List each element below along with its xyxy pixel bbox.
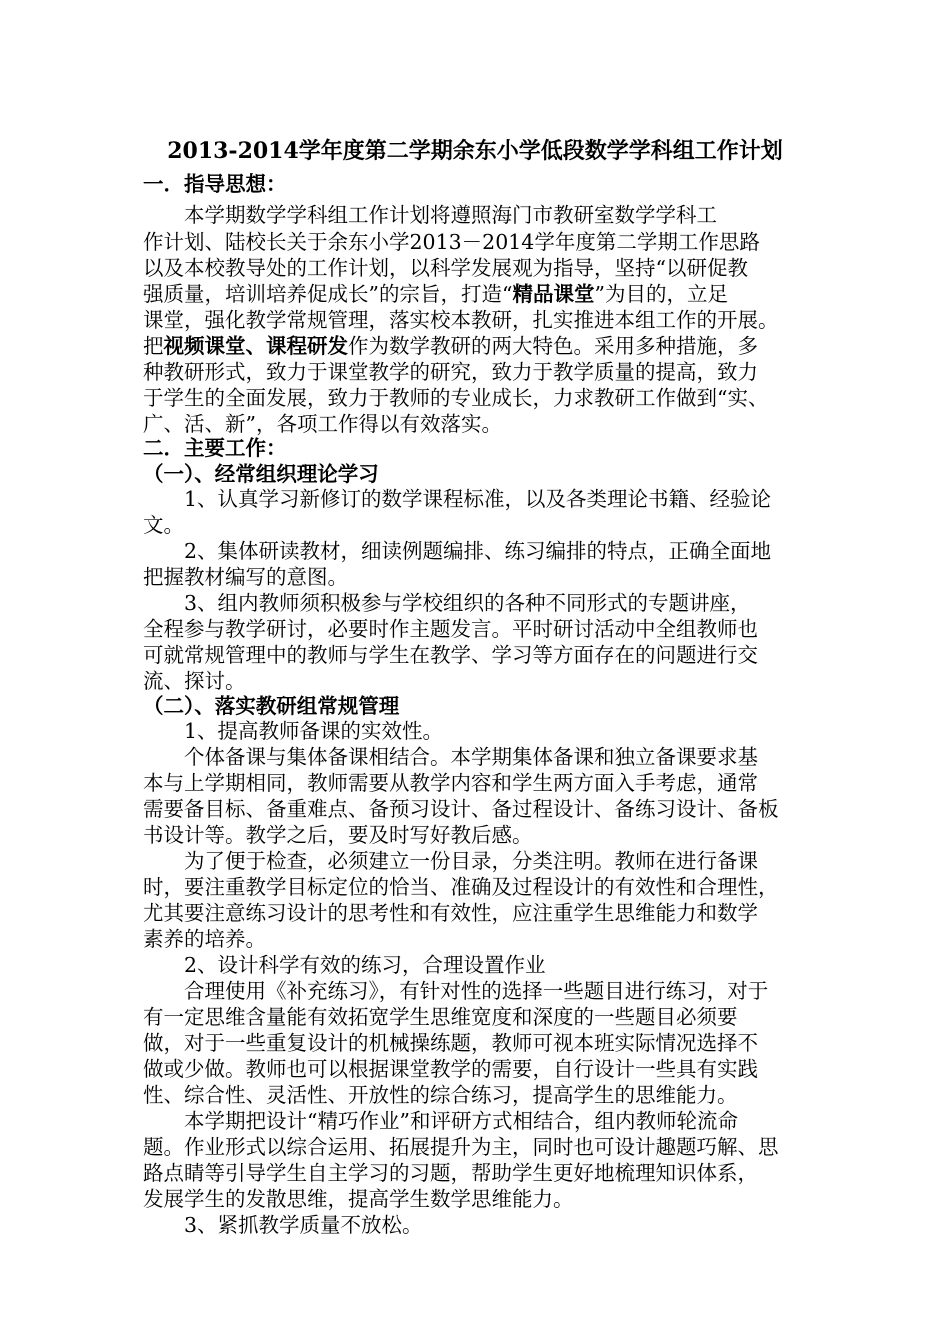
paragraph-line	[143, 334, 758, 358]
paragraph-line: 题。作业形式以综合运用、拓展提升为主，同时也可设计趣题巧解、思	[143, 1135, 779, 1159]
subsection-heading-routine-management: （二）、落实教研组常规管理	[143, 694, 400, 718]
paragraph-line: 本学期数学学科组工作计划将遵照海门市教研室数学学科工	[143, 203, 717, 227]
paragraph-line: 2、设计科学有效的练习，合理设置作业	[143, 953, 546, 977]
text-run: ”为目的，立足	[594, 282, 728, 306]
paragraph-line: 3、组内教师须积极参与学校组织的各种不同形式的专题讲座，	[143, 591, 751, 615]
section-heading-main-work: 二．主要工作：	[143, 436, 287, 460]
subsection-heading-theory-study: （一）、经常组织理论学习	[143, 462, 379, 486]
bold-phrase: 视频课堂、课程研发	[163, 334, 348, 358]
paragraph-line: 种教研形式，致力于课堂教学的研究，致力于教学质量的提高，致力	[143, 360, 758, 384]
paragraph-line: 有一定思维含量能有效拓宽学生思维宽度和深度的一些题目必须要	[143, 1005, 738, 1029]
paragraph-line: 做或少做。教师也可以根据课堂教学的需要，自行设计一些具有实践	[143, 1057, 758, 1081]
paragraph-line: 以及本校教导处的工作计划，以科学发展观为指导，坚持“以研促教	[143, 256, 748, 280]
paragraph-line: 全程参与教学研讨，必要时作主题发言。平时研讨活动中全组教师也	[143, 617, 758, 641]
paragraph-line: 本与上学期相同，教师需要从教学内容和学生两方面入手考虑，通常	[143, 771, 758, 795]
section-heading-guiding-thought: 一．指导思想：	[143, 172, 287, 196]
paragraph-line: 合理使用《补充练习》，有针对性的选择一些题目进行练习，对于	[143, 979, 769, 1003]
paragraph-line: 广、活、新”，各项工作得以有效落实。	[143, 412, 502, 436]
paragraph-line: 书设计等。教学之后，要及时写好教后感。	[143, 823, 533, 847]
paragraph-line: 素养的培养。	[143, 927, 266, 951]
paragraph-line: 2、集体研读教材，细读例题编排、练习编排的特点，正确全面地	[143, 539, 772, 563]
text-run: 作为数学教研的两大特色。采用多种措施，多	[348, 334, 758, 358]
paragraph-line: 做，对于一些重复设计的机械操练题，教师可视本班实际情况选择不	[143, 1031, 758, 1055]
text-run: 强质量，培训培养促成长”的宗旨，打造“	[143, 282, 513, 306]
paragraph-line: 尤其要注意练习设计的思考性和有效性，应注重学生思维能力和数学	[143, 901, 758, 925]
paragraph-line: 3、紧抓教学质量不放松。	[143, 1213, 423, 1237]
document-title: 2013-2014学年度第二学期余东小学低段数学学科组工作计划	[167, 138, 783, 164]
paragraph-line: 流、探讨。	[143, 669, 246, 693]
paragraph-line: 本学期把设计“精巧作业”和评研方式相结合，组内教师轮流命	[143, 1109, 738, 1133]
paragraph-line: 个体备课与集体备课相结合。本学期集体备课和独立备课要求基	[143, 745, 758, 769]
paragraph-line: 性、综合性、灵活性、开放性的综合练习，提高学生的思维能力。	[143, 1083, 738, 1107]
paragraph-line: 发展学生的发散思维，提高学生数学思维能力。	[143, 1187, 574, 1211]
paragraph-line: 1、提高教师备课的实效性。	[143, 719, 444, 743]
paragraph-line: 需要备目标、备重难点、备预习设计、备过程设计、备练习设计、备板	[143, 797, 779, 821]
paragraph-line	[143, 282, 728, 306]
paragraph-line: 把握教材编写的意图。	[143, 565, 348, 589]
paragraph-line: 作计划、陆校长关于余东小学2013－2014学年度第二学期工作思路	[143, 230, 760, 254]
paragraph-line: 文。	[143, 513, 184, 537]
paragraph-line: 时，要注重教学目标定位的恰当、准确及过程设计的有效性和合理性，	[143, 875, 779, 899]
paragraph-line: 课堂，强化教学常规管理，落实校本教研，扎实推进本组工作的开展。	[143, 308, 779, 332]
text-run: 把	[143, 334, 164, 358]
paragraph-line: 于学生的全面发展，致力于教师的专业成长，力求教研工作做到“实、	[143, 386, 769, 410]
bold-phrase: 精品课堂	[512, 282, 595, 306]
paragraph-line: 1、认真学习新修订的数学课程标准，以及各类理论书籍、经验论	[143, 487, 772, 511]
paragraph-line: 可就常规管理中的教师与学生在教学、学习等方面存在的问题进行交	[143, 643, 758, 667]
paragraph-line: 路点睛等引导学生自主学习的习题，帮助学生更好地梳理知识体系，	[143, 1161, 758, 1185]
paragraph-line: 为了便于检查，必须建立一份目录，分类注明。教师在进行备课	[143, 849, 758, 873]
